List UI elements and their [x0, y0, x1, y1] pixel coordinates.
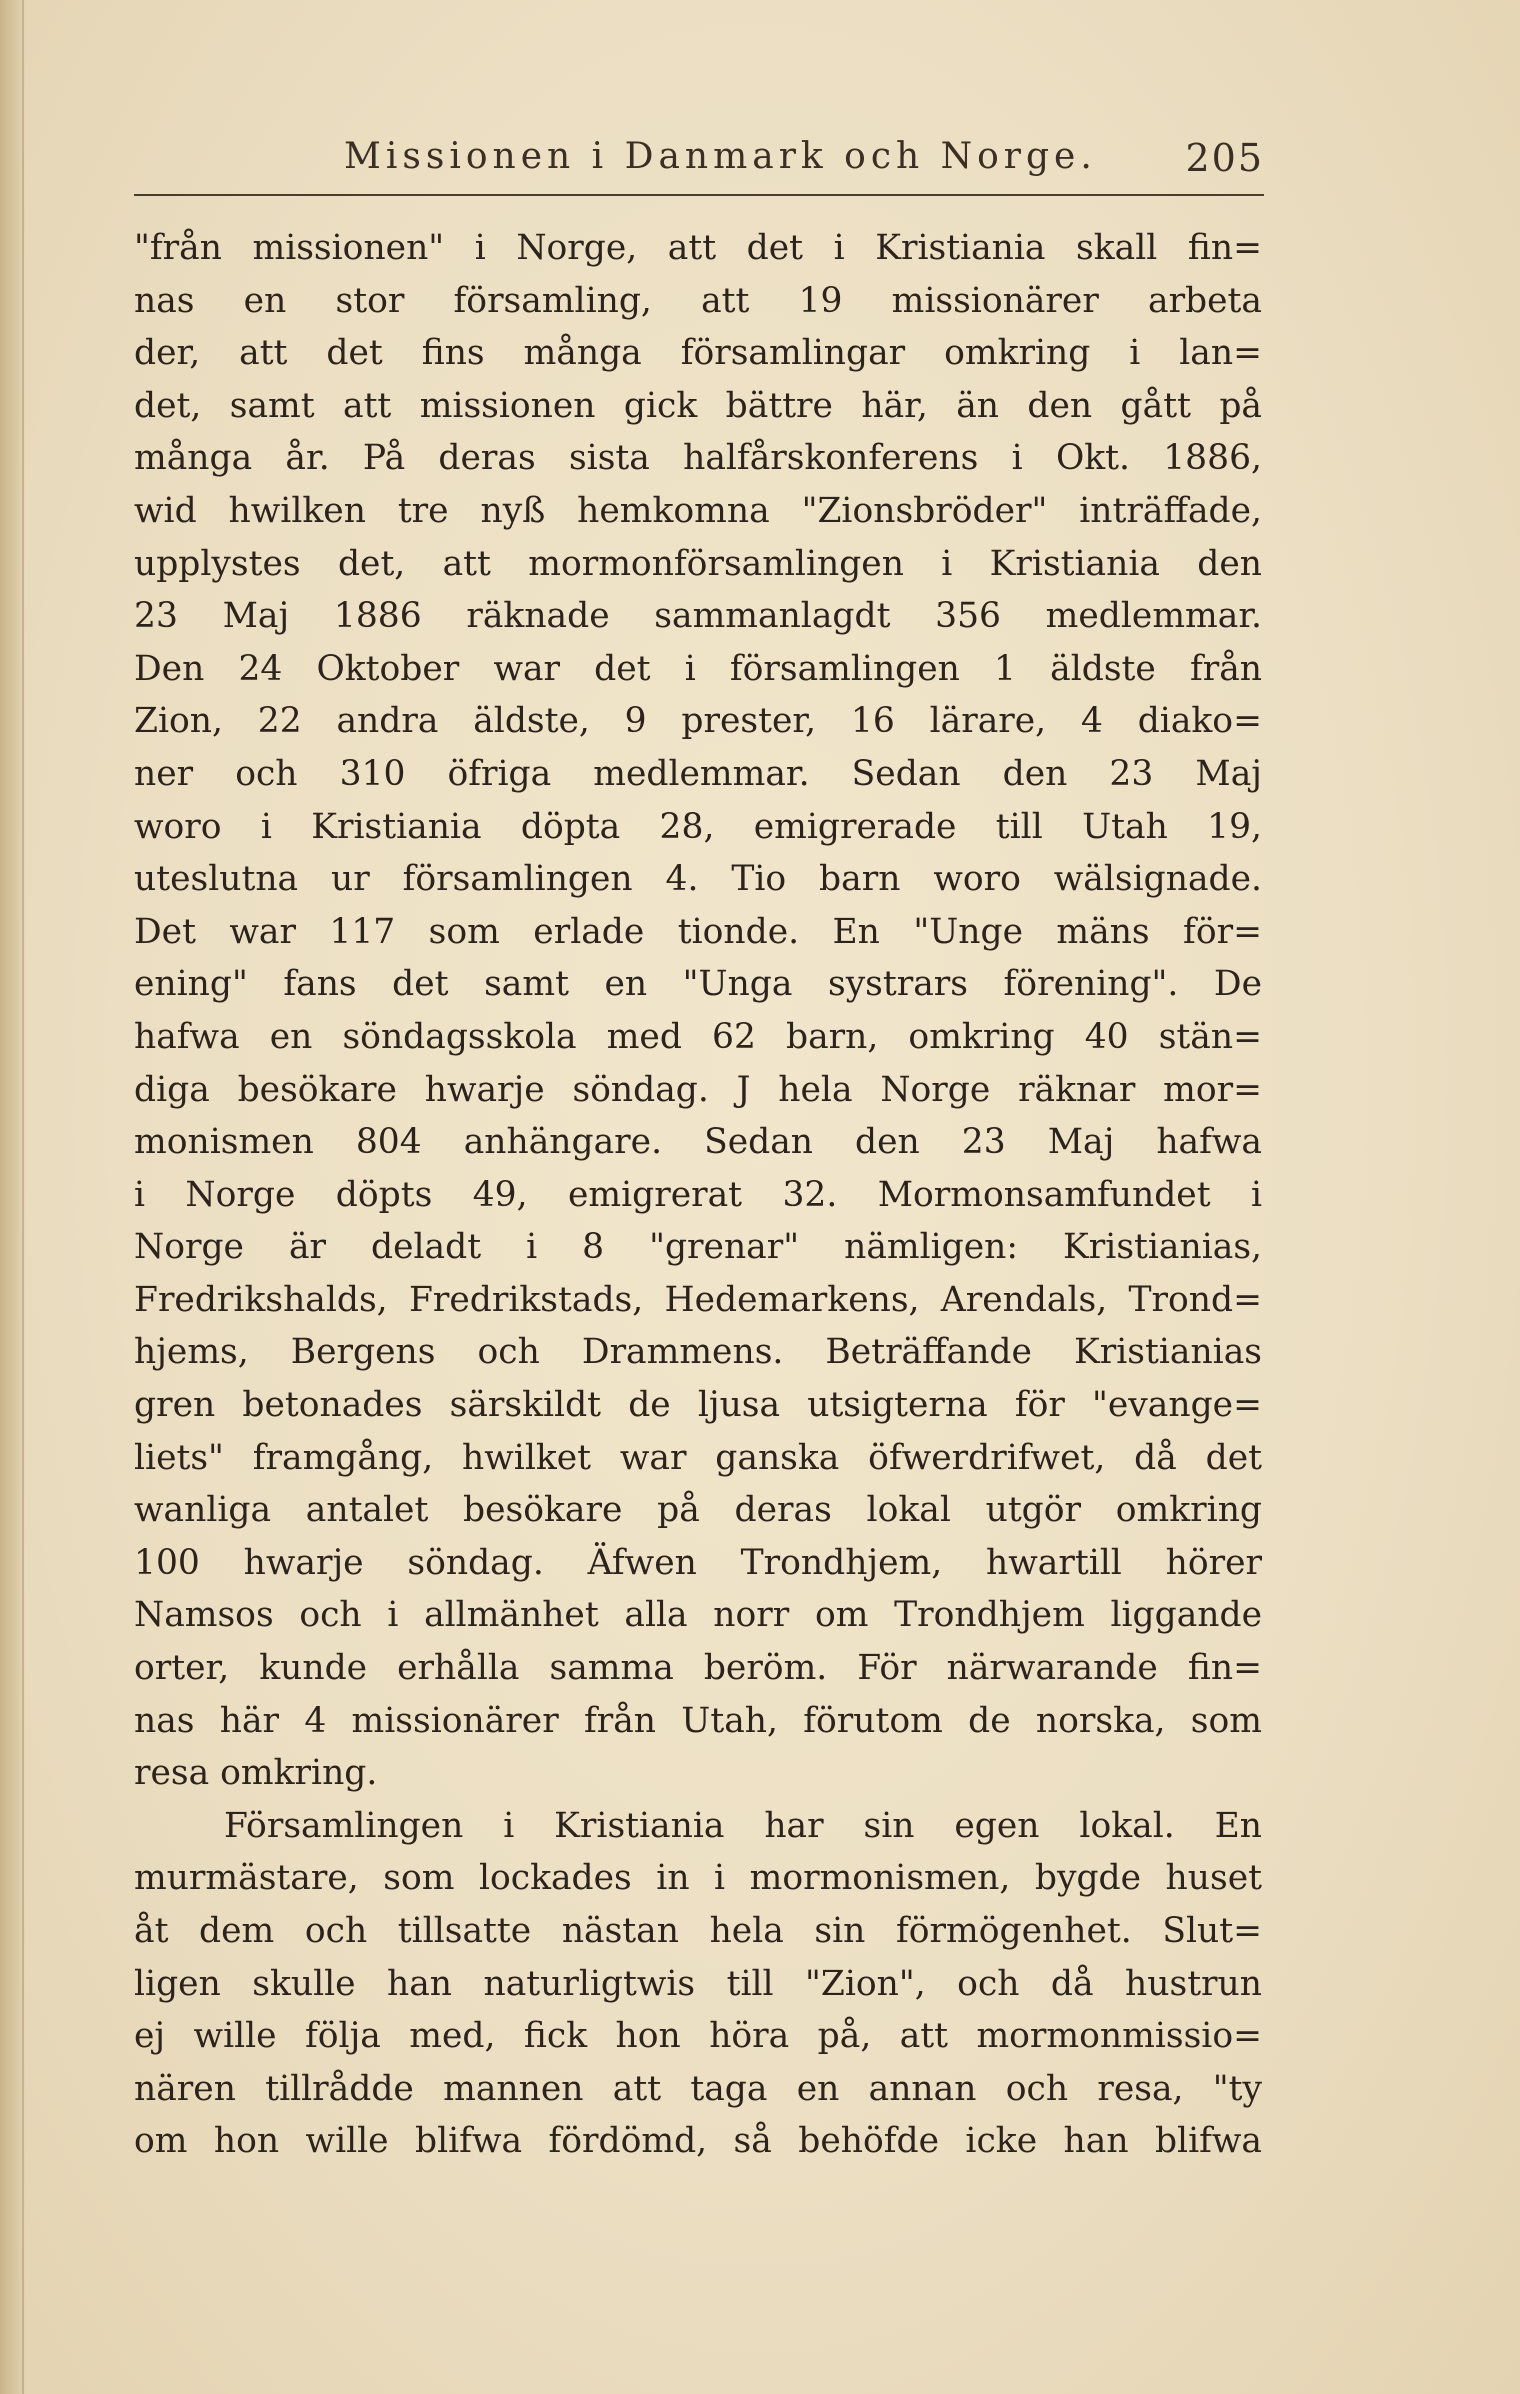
- text-line: woro i Kristiania döpta 28, emigrerade till Utah 19,: [134, 806, 1262, 847]
- body-text: [134, 222, 1262, 2168]
- text-line: gren betonades särskildt de ljusa utsigterna för "evange=: [134, 1385, 1262, 1426]
- text-line: "från missionen" i Norge, att det i Kristiania skall fin=: [134, 228, 1262, 268]
- text-line: ening" fans det samt en "Unga systrars förening". De: [134, 964, 1262, 1005]
- text-line: nären tillrådde mannen att taga en annan och resa, "ty: [134, 2068, 1262, 2109]
- text-line: 23 Maj 1886 räknade sammanlagdt 356 medlemmar.: [134, 596, 1262, 637]
- text-line: om hon wille blifwa fördömd, så behöfde icke han blifwa: [134, 2121, 1262, 2162]
- page-number: 205: [1185, 136, 1264, 180]
- text-line: der, att det fins många församlingar omkring i lan=: [134, 333, 1262, 374]
- text-line: nas här 4 missionärer från Utah, förutom de norska, som: [134, 1700, 1262, 1741]
- text-line: ej wille följa med, fick hon höra på, att mormonmissio=: [134, 2016, 1262, 2057]
- text-line: murmästare, som lockades in i mormonismen, bygde huset: [134, 1858, 1262, 1899]
- text-line: resa omkring.: [134, 1753, 378, 1794]
- text-line: Zion, 22 andra äldste, 9 prester, 16 lärare, 4 diako=: [134, 701, 1262, 742]
- text-line: orter, kunde erhålla samma beröm. För närwarande fin=: [134, 1648, 1262, 1689]
- text-line: Namsos och i allmänhet alla norr om Trondhjem liggande: [134, 1595, 1262, 1636]
- page-gutter-line: [22, 0, 24, 2394]
- text-line: wanliga antalet besökare på deras lokal utgör omkring: [134, 1490, 1262, 1531]
- text-line: Det war 117 som erlade tionde. En "Unge mäns för=: [134, 911, 1262, 952]
- page-header: [134, 128, 1264, 188]
- text-line: nas en stor församling, att 19 missionärer arbeta: [134, 280, 1262, 321]
- text-line: diga besökare hwarje söndag. J hela Norge räknar mor=: [134, 1069, 1262, 1110]
- text-line: hjems, Bergens och Drammens. Beträffande Kristianias: [134, 1332, 1262, 1373]
- text-line: upplystes det, att mormonförsamlingen i Kristiania den: [134, 543, 1262, 584]
- text-line: wid hwilken tre nyß hemkomna "Zionsbröder" inträffade,: [134, 490, 1262, 531]
- text-line: monismen 804 anhängare. Sedan den 23 Maj hafwa: [134, 1122, 1262, 1163]
- text-line: det, samt att missionen gick bättre här, än den gått på: [134, 385, 1262, 426]
- running-title: Missionen i Danmark och Norge.: [344, 136, 1097, 177]
- text-line: i Norge döpts 49, emigrerat 32. Mormonsamfundet i: [134, 1174, 1262, 1215]
- text-line: Församlingen i Kristiania har sin egen lokal. En: [224, 1805, 1262, 1846]
- text-line: Norge är deladt i 8 "grenar" nämligen: Kristianias,: [134, 1227, 1262, 1268]
- text-line: 100 hwarje söndag. Äfwen Trondhjem, hwartill hörer: [134, 1542, 1262, 1583]
- header-rule: [134, 194, 1264, 196]
- text-line: Den 24 Oktober war det i församlingen 1 äldste från: [134, 648, 1262, 689]
- text-line: många år. På deras sista halfårskonferens i Okt. 1886,: [134, 438, 1262, 479]
- text-line: hafwa en söndagsskola med 62 barn, omkring 40 stän=: [134, 1016, 1262, 1057]
- text-line: åt dem och tillsatte nästan hela sin förmögenhet. Slut=: [134, 1911, 1262, 1951]
- text-line: ligen skulle han naturligtwis till "Zion", och då hustrun: [134, 1963, 1262, 2004]
- text-line: Fredrikshalds, Fredrikstads, Hedemarkens, Arendals, Trond=: [134, 1279, 1262, 1320]
- text-line: liets" framgång, hwilket war ganska öfwerdrifwet, då det: [134, 1437, 1262, 1478]
- text-line: ner och 310 öfriga medlemmar. Sedan den 23 Maj: [134, 753, 1262, 794]
- text-line: uteslutna ur församlingen 4. Tio barn woro wälsignade.: [134, 859, 1262, 900]
